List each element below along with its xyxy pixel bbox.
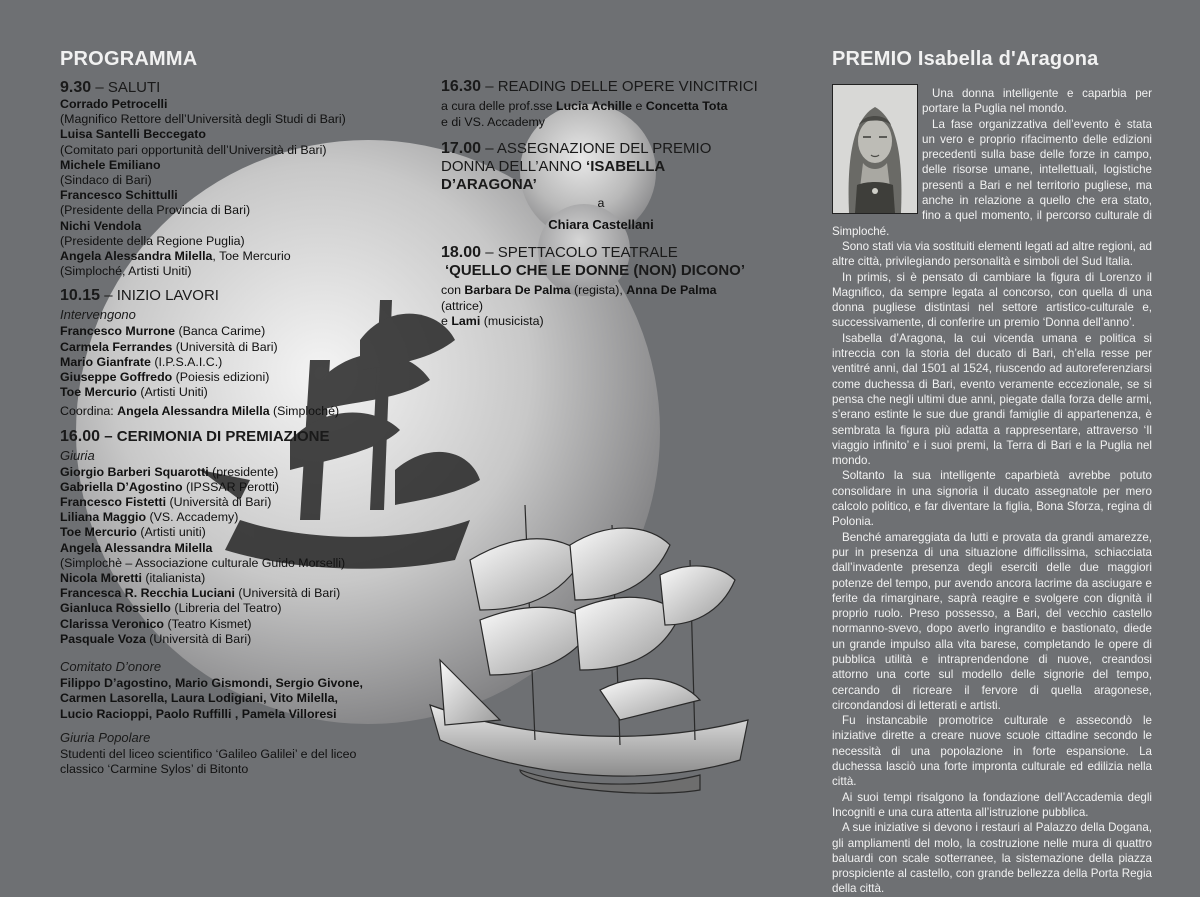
person-name: Giuseppe Goffredo xyxy=(60,370,173,385)
section-premiazione-title: 16.00 – CERIMONIA DI PREMIAZIONE xyxy=(60,427,330,445)
person-role: (Sindaco di Bari) xyxy=(60,173,152,188)
person-name: Carmela Ferrandes xyxy=(60,339,173,354)
person-name: Francesca R. Recchia Luciani xyxy=(60,586,235,601)
list-item xyxy=(60,264,400,279)
coordinator-line xyxy=(60,404,400,419)
person-name: Michele Emiliano xyxy=(60,157,161,172)
paragraph: Soltanto la sua intelligente caparbietà avrebbe potuto consolidare in una signoria il ducato assegnatole per mero calcolo politico, e far diventare la figlia, Bona Sforza, regina di Polonia. xyxy=(832,469,1152,529)
list-item xyxy=(60,370,400,385)
cast-name: Barbara De Palma xyxy=(464,283,571,297)
text: DONNA DELL’ANNO xyxy=(441,158,587,175)
honor-committee-list xyxy=(60,676,400,722)
list-item xyxy=(60,632,400,647)
person-name: Toe Mercurio xyxy=(60,385,137,400)
list-item xyxy=(60,97,400,112)
text: a cura delle prof.sse xyxy=(441,99,557,113)
person-name: Francesco Murrone xyxy=(60,324,175,339)
person-role: (italianista) xyxy=(141,571,206,586)
list-item xyxy=(60,525,400,540)
person-name: Gianluca Rossiello xyxy=(60,601,171,616)
person-name: Nicola Moretti xyxy=(60,571,142,586)
person-role: (Presidente della Regione Puglia) xyxy=(60,233,245,248)
person-name: Giorgio Barberi Squarotti xyxy=(60,464,209,479)
person-role: (VS. Accademy) xyxy=(146,510,239,525)
paragraph: A sue iniziative si devono i restauri al Palazzo della Dogana, gli ampliamenti del molo, la costruzione nelle mura di quattro baluardi con scale sotterranee, la sistemazione della piazza prospiciente al castello, con grande bellezza della Porta Regia della città. xyxy=(832,821,1152,896)
reading-title xyxy=(441,78,761,96)
cast-name: Lami xyxy=(451,314,481,328)
list-item xyxy=(60,586,400,601)
coordinator-name: Angela Alessandra Milella xyxy=(117,404,270,419)
text: e xyxy=(441,314,452,328)
person-role: (presidente) xyxy=(208,464,279,479)
person-role: (Simploché, Artisti Uniti) xyxy=(60,264,192,279)
person-role: (Università di Bari) xyxy=(172,339,278,354)
paragraph: Sono stati via via sostituiti elementi legati ad altre regioni, ad altre città, privilegiando personalità e simboli del Sud Italia. xyxy=(832,239,1152,269)
person-name: Gabriella D’Agostino xyxy=(60,479,183,494)
reading-curators xyxy=(441,99,761,115)
section-title: – SPETTACOLO TEATRALE xyxy=(481,244,678,261)
section-saluti-title: 9.30 – SALUTI xyxy=(60,79,161,96)
section-time: 16.30 xyxy=(441,78,482,95)
list-item xyxy=(60,480,400,495)
popular-jury-list xyxy=(60,747,400,777)
person-role: (Poiesis edizioni) xyxy=(172,370,270,385)
person-name: Clarissa Veronico xyxy=(60,616,164,631)
list-item xyxy=(60,541,400,556)
paragraph: Benché amareggiata da lutti e provata da grandi amarezze, pur in presenza di una situazione difficilissima, schiacciata dall’invadente presenza degli eserciti delle due maggiori potenze del tempo, pur avendo ancora lacrime da asciugare e ferite da rimarginare, saprà reagire e svolgere con dignità il proprio ruolo. Preso possesso, a Bari, del vecchio castello normanno-svevo, dopo averlo ingrandito e bastionato, diede un grande impulso alla vita barese, completando le opere di pubblica utilità e intraprendendone di nuove, creandosi attorno una corte sul modello delle signorie del tempo, cercando di ricreare il fervore di quella aragonese, circondandosi di letterati e artisti. xyxy=(832,530,1152,712)
reading-curators-2: e di VS. Accademy xyxy=(441,114,545,129)
paragraph: La fase organizzativa dell’evento è stata un vero e proprio rifacimento delle edizioni precedenti sulla base delle forze in campo, delle risorse umane, intellettuali, logistiche presenti a Bari e nel territorio pugliese, ma anche in relazione a quello che era stato, fino a quel momento, il percorso culturale di Simploché. xyxy=(832,117,1152,238)
section-title: CERIMONIA DI PREMIAZIONE xyxy=(116,427,330,445)
text: con xyxy=(441,283,465,297)
show-cast-2 xyxy=(441,314,761,330)
award-title xyxy=(441,140,761,158)
person-role: (I.P.S.A.I.C.) xyxy=(150,354,223,369)
portrait-spacer xyxy=(832,86,922,216)
list-item xyxy=(60,203,400,218)
person-name: Francesco Fistetti xyxy=(60,495,167,510)
text: (attrice) xyxy=(441,298,483,313)
award-name: ‘ISABELLA D’ARAGONA’ xyxy=(441,158,665,193)
list-item xyxy=(60,617,400,632)
award-title-2 xyxy=(441,158,761,194)
person-role: (Artisti uniti) xyxy=(136,525,206,540)
person-role: , Toe Mercurio xyxy=(212,249,291,264)
list-item xyxy=(60,219,400,234)
list-item xyxy=(60,340,400,355)
section-time: 9.30 xyxy=(60,79,92,96)
list-item xyxy=(60,173,400,188)
list-item xyxy=(60,385,400,400)
list-item xyxy=(60,127,400,142)
jury-list xyxy=(60,465,400,647)
person-role: (Banca Carime) xyxy=(175,324,266,339)
person-name: Luisa Santelli Beccegato xyxy=(60,127,206,142)
award-description xyxy=(832,86,1152,897)
list-item xyxy=(60,601,400,616)
popular-jury-subtitle: Giuria Popolare xyxy=(60,729,151,745)
person-role: (Libreria del Teatro) xyxy=(170,601,282,616)
list-item xyxy=(60,510,400,525)
person-role: (Università di Bari) xyxy=(166,495,272,510)
saluti-list xyxy=(60,97,400,279)
section-inizio-title: 10.15 – INIZIO LAVORI xyxy=(60,287,219,305)
list-item xyxy=(60,355,400,370)
award-heading: PREMIO Isabella d'Aragona xyxy=(832,48,1099,70)
person-role: (IPSSAR Perotti) xyxy=(182,479,279,494)
person-role: (Magnifico Rettore dell’Università degli Studi di Bari) xyxy=(60,112,346,127)
person-role: (Comitato pari opportunità dell’Università di Bari) xyxy=(60,142,327,157)
list-item xyxy=(60,324,400,339)
person-name: Toe Mercurio xyxy=(60,525,137,540)
coordinator-label: Coordina: xyxy=(60,404,118,419)
section-subtitle: Intervengono xyxy=(60,307,136,323)
paragraph: Isabella d’Aragona, la cui vicenda umana e politica si intreccia con la storia del ducato di Bari, ch’ella resse per ventitré anni, dal 1501 al 1524, riuscendo ad autoreferenziarsi come duchessa di Bari, evento veramente eccezionale, se si pensa che negli ultimi due anni, piegate dalla forza delle armi, s’erano estinte le sue due grandi famiglie di appartenenza, è sembrata la figura più adatta a rappresentare, attraverso ‘Il viaggio infinito’ e i suoi premi, la Terra di Bari e la Puglia nel mondo. xyxy=(832,331,1152,468)
award-winner: Chiara Castellani xyxy=(548,217,654,232)
person-name: Mario Gianfrate xyxy=(60,354,151,369)
text: (regista), xyxy=(570,283,627,297)
coordinator-org: (Simploché) xyxy=(269,404,340,419)
section-time: 17.00 xyxy=(441,140,482,157)
events-column xyxy=(441,78,761,330)
list-item xyxy=(60,249,400,264)
list-item xyxy=(60,556,400,571)
list-item xyxy=(60,571,400,586)
list-item xyxy=(60,234,400,249)
list-item xyxy=(60,143,400,158)
list-item xyxy=(60,158,400,173)
person-name: Pasquale Voza xyxy=(60,631,146,646)
list-item: Filippo D’agostino, Mario Gismondi, Sergio Givone, xyxy=(60,676,363,691)
program-column xyxy=(60,48,400,777)
section-title: – ASSEGNAZIONE DEL PREMIO xyxy=(481,140,712,157)
list-item: classico ‘Carmine Sylos’ di Bitonto xyxy=(60,761,249,776)
honor-committee-subtitle: Comitato D’onore xyxy=(60,659,162,675)
award-a: a xyxy=(597,196,605,210)
list-item: Lucio Racioppi, Paolo Ruffilli , Pamela Villoresi xyxy=(60,706,337,721)
list-item xyxy=(60,495,400,510)
section-time: 10.15 xyxy=(60,287,101,305)
paragraph: In primis, si è pensato di cambiare la figura di Lorenzo il Magnifico, da sempre legata al concorso, con quella di una donna pugliese distintasi nel settore artistico-culturale e, successivamente, di conferire un premio ‘Donna dell’anno’. xyxy=(832,270,1152,330)
section-title: SALUTI xyxy=(107,79,161,96)
show-title xyxy=(441,244,761,262)
person-name: Corrado Petrocelli xyxy=(60,97,168,111)
text: e xyxy=(632,99,646,113)
section-title: INIZIO LAVORI xyxy=(116,287,219,305)
list-item xyxy=(60,188,400,203)
person-role: (Teatro Kismet) xyxy=(164,616,252,631)
program-heading: PROGRAMMA xyxy=(60,48,198,70)
person-name: Liliana Maggio xyxy=(60,510,147,525)
person-name: Nichi Vendola xyxy=(60,218,142,233)
list-item: Carmen Lasorella, Laura Lodigiani, Vito Milella, xyxy=(60,691,338,706)
person-role: (Università di Bari) xyxy=(234,586,341,601)
cast-name: Anna De Palma xyxy=(626,283,717,297)
paragraph: Ai suoi tempi risalgono la fondazione dell’Accademia degli Incogniti e una cura attenta all’istruzione pubblica. xyxy=(832,790,1152,819)
text: (musicista) xyxy=(480,314,544,328)
list-item xyxy=(60,112,400,127)
person-name: Angela Alessandra Milella xyxy=(60,540,213,555)
person-name: Francesco Schittulli xyxy=(60,188,178,203)
person-name: Angela Alessandra Milella xyxy=(60,249,213,264)
paragraph: Fu instancabile promotrice culturale e assecondò le iniziative dirette a creare nuove scuole cittadine secondo le necessità di una popolazione in forte espansione. La duchessa lasciò una forte impronta culturale ed edilizia nella città. xyxy=(832,714,1152,789)
list-item: Studenti del liceo scientifico ‘Galileo Galilei’ e del liceo xyxy=(60,746,357,761)
person-role: (Artisti Uniti) xyxy=(136,385,208,400)
show-name: ‘QUELLO CHE LE DONNE (NON) DICONO’ xyxy=(445,262,745,279)
list-item xyxy=(60,465,400,480)
jury-subtitle: Giuria xyxy=(60,447,95,463)
section-time: 18.00 xyxy=(441,244,482,261)
award-column xyxy=(832,48,1152,71)
speakers-list xyxy=(60,324,400,400)
person-role: (Università di Bari) xyxy=(145,631,252,646)
show-cast xyxy=(441,283,761,314)
person-role: (Presidente della Provincia di Bari) xyxy=(60,203,251,218)
person-role: (Simplochè – Associazione culturale Guido Morselli) xyxy=(60,555,346,570)
section-title: – READING DELLE OPERE VINCITRICI xyxy=(481,78,758,95)
section-time: 16.00 xyxy=(60,427,101,445)
paragraph: Una donna intelligente e caparbia per portare la Puglia nel mondo. xyxy=(922,87,1152,116)
curator-name: Concetta Tota xyxy=(645,99,728,113)
curator-name: Lucia Achille xyxy=(556,99,633,113)
